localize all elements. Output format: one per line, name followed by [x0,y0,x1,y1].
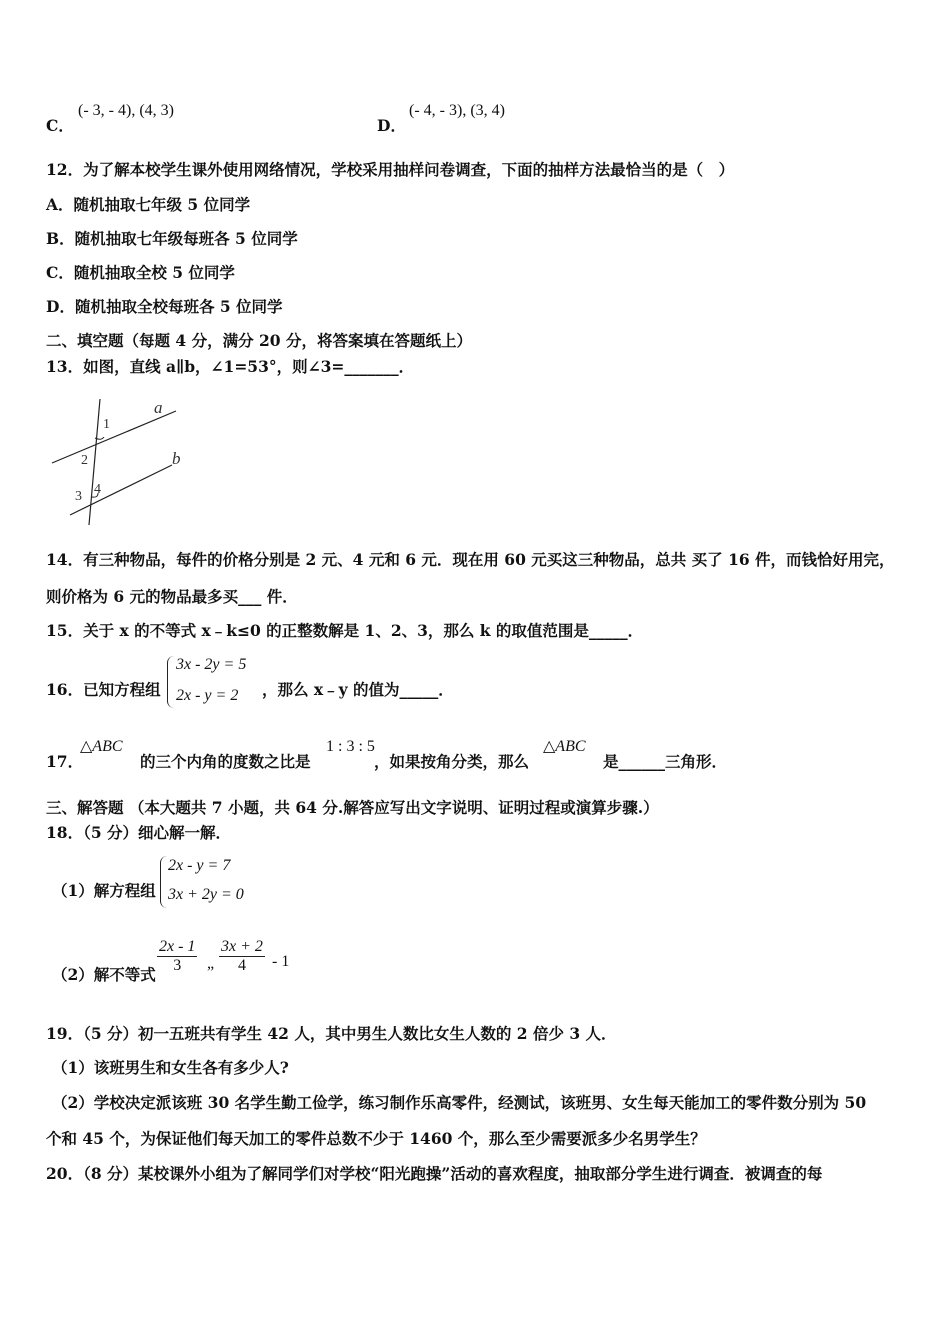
option-label: B． [46,229,75,248]
question-15-stem: 15．关于 x 的不等式 x﹣k≤0 的正整数解是 1、2、3，那么 k 的取值范围是_____． [46,621,644,640]
option-text: 随机抽取全校每班各 5 位同学 [74,297,283,316]
question-18-brace [160,856,167,908]
question-13-stem: 13．如图，直线 a∥b，∠1=53°，则∠3=_______． [46,357,415,376]
question-17-triangle-2: △ABC [543,738,586,755]
option-d-value: (- 4, - 3), (3, 4) [409,102,505,119]
question-12-option-c [46,263,235,283]
question-16-equation-1: 3x - 2y = 5 [176,656,247,673]
label-angle-2: 2 [81,453,88,468]
line-b [70,465,172,515]
question-18-equation-2: 3x + 2y = 0 [168,886,244,903]
question-19-part-1: （1）该班男生和女生各有多少人? [52,1058,289,1077]
question-12-option-d [46,297,283,317]
question-16-brace [167,656,174,708]
option-c-label: C． [46,116,74,135]
question-17-triangle: △ABC [80,738,123,755]
question-20-stem: 20．（8 分）某校课外小组为了解同学们对学校“阳光跑操”活动的喜欢程度，抽取部分学生进行调查．被调查的每 [46,1164,823,1183]
question-18-fraction-1 [157,938,197,975]
option-label: C． [46,263,74,282]
option-d-label: D． [377,116,406,135]
option-text: 随机抽取七年级 5 位同学 [73,195,251,214]
question-18-part-2-label: （2）解不等式 [52,965,156,984]
fraction-2-numerator: 3x + 2 [221,938,263,955]
question-17-mid-1: 的三个内角的度数之比是 [140,752,311,771]
question-18-equation-1: 2x - y = 7 [168,857,231,874]
label-angle-1: 1 [103,417,110,432]
question-19-part-2-line-1: （2）学校决定派该班 30 名学生勤工俭学，练习制作乐高零件，经测试，该班男、女生每天能加工的零件数分别为 50 [52,1093,867,1112]
question-19-part-2-line-2: 个和 45 个，为保证他们每天加工的零件总数不少于 1460 个，那么至少需要派多少名男学生？ [46,1129,706,1148]
option-label: D． [46,297,75,316]
question-17-suffix: 是______三角形． [603,752,728,771]
question-12-option-b [46,229,298,249]
question-18-relation: „ [207,955,215,972]
question-18-tail: - 1 [272,953,290,970]
transversal-line [89,399,100,525]
question-16-suffix: ，那么 x﹣y 的值为_____． [262,680,454,699]
section-2-heading: 二、填空题（每题 4 分，满分 20 分，将答案填在答题纸上） [46,331,472,350]
question-14-line-2: 则价格为 6 元的物品最多买___ 件． [46,587,298,606]
option-text: 随机抽取七年级每班各 5 位同学 [74,229,298,248]
question-17-ratio: 1 : 3 : 5 [326,738,375,755]
label-b: b [172,449,181,468]
question-12-stem: 12．为了解本校学生课外使用网络情况，学校采用抽样问卷调查，下面的抽样方法最恰当的是（ ） [46,160,735,179]
label-angle-3: 3 [75,489,82,504]
option-label: A． [46,195,74,214]
fraction-1-numerator: 2x - 1 [159,938,196,955]
fraction-2-denominator: 4 [237,957,246,974]
question-18-fraction-2 [219,938,265,975]
question-14-line-1: 14．有三种物品，每件的价格分别是 2 元、4 元和 6 元．现在用 60 元买这三种物品，总共 买了 16 件，而钱恰好用完， [46,550,895,569]
question-17-mid-2: ，如果按角分类，那么 [374,752,530,771]
option-c-value: (- 3, - 4), (4, 3) [78,102,174,119]
parallel-lines-figure [44,393,194,528]
label-angle-4: 4 [94,482,101,497]
question-16-prefix: 16．已知方程组 [46,680,161,699]
question-19-stem: 19．（5 分）初一五班共有学生 42 人，其中男生人数比女生人数的 2 倍少 3 人． [46,1024,617,1043]
question-18-stem: 18．（5 分）细心解一解． [46,823,232,842]
question-17-prefix: 17． [46,752,84,771]
section-3-heading: 三、解答题 （本大题共 7 小题，共 64 分.解答应写出文字说明、证明过程或演算步骤.） [46,798,659,817]
question-12-option-a [46,195,250,215]
question-16-equation-2: 2x - y = 2 [176,687,239,704]
label-a: a [154,398,163,417]
option-text: 随机抽取全校 5 位同学 [73,263,235,282]
question-18-part-1-label: （1）解方程组 [52,881,156,900]
fraction-1-denominator: 3 [173,957,182,974]
line-a [52,411,176,463]
